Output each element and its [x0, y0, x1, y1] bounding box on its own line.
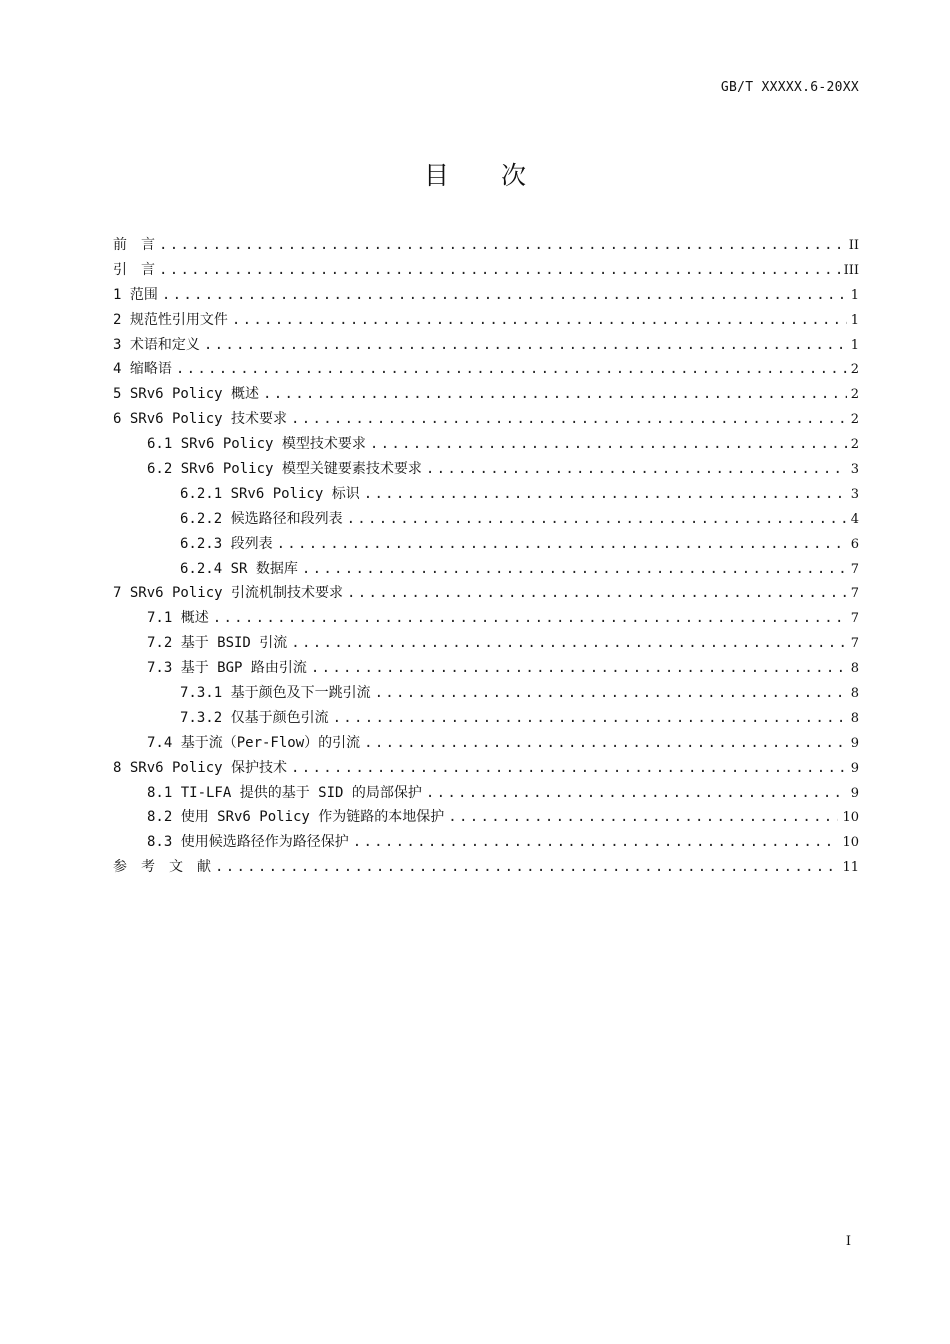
dot-leader: [215, 859, 838, 875]
toc-entry-label: 8.3 使用候选路径作为路径保护: [147, 834, 349, 851]
toc-entry-page: 7: [850, 636, 859, 652]
toc-entry-page: 2: [850, 412, 859, 428]
toc-entry-label: 7.3.1 基于颜色及下一跳引流: [180, 685, 371, 702]
toc-entry[interactable]: [113, 508, 859, 533]
page-number: I: [845, 1234, 851, 1249]
dot-leader: [176, 361, 847, 377]
toc-entry-page: 8: [850, 710, 859, 726]
dot-leader: [353, 834, 839, 850]
toc-entry-page: 7: [850, 586, 859, 602]
toc-entry[interactable]: [113, 632, 859, 657]
toc-entry[interactable]: [113, 234, 859, 259]
dot-leader: [302, 561, 847, 577]
toc-entry-page: 10: [842, 810, 859, 826]
document-number-header: GB/T XXXXX.6-20XX: [720, 80, 859, 95]
toc-entry-label: 1 范围: [113, 286, 158, 303]
toc-entry-label: 7.1 概述: [147, 610, 209, 627]
dot-leader: [263, 386, 847, 402]
toc-entry-page: 9: [850, 735, 859, 751]
dot-leader: [159, 237, 845, 253]
toc-entry[interactable]: [113, 707, 859, 732]
toc-entry-label: 引 言: [113, 261, 155, 278]
toc-entry-label: 6.2.1 SRv6 Policy 标识: [180, 485, 360, 502]
dot-leader: [277, 536, 847, 552]
dot-leader: [370, 436, 847, 452]
toc-entry-page: 11: [842, 860, 859, 876]
toc-entry[interactable]: [113, 732, 859, 757]
toc-entry-label: 6.1 SRv6 Policy 模型技术要求: [147, 436, 366, 453]
toc-entry-label: 7.3.2 仅基于颜色引流: [180, 709, 329, 726]
toc-entry-label: 6.2.2 候选路径和段列表: [180, 510, 343, 527]
dot-leader: [364, 735, 847, 751]
toc-entry-label: 6 SRv6 Policy 技术要求: [113, 411, 288, 428]
toc-entry-page: II: [848, 238, 859, 253]
toc-entry[interactable]: [113, 806, 859, 831]
dot-leader: [291, 635, 846, 651]
toc-entry-label: 参 考 文 献: [113, 859, 211, 876]
toc-entry-label: 6.2.4 SR 数据库: [180, 560, 298, 577]
toc-entry[interactable]: [113, 558, 859, 583]
toc-entry-label: 8.1 TI-LFA 提供的基于 SID 的局部保护: [147, 784, 422, 801]
toc-entry[interactable]: [113, 383, 859, 408]
toc-entry-page: 2: [850, 362, 859, 378]
toc-entry[interactable]: [113, 358, 859, 383]
toc-entry-page: 9: [850, 785, 859, 801]
toc-entry-page: 8: [850, 661, 859, 677]
dot-leader: [162, 287, 847, 303]
toc-entry[interactable]: [113, 408, 859, 433]
dot-leader: [333, 710, 847, 726]
toc-entry-label: 5 SRv6 Policy 概述: [113, 386, 260, 403]
toc-entry-page: 1: [850, 287, 859, 303]
dot-leader: [291, 760, 847, 776]
toc-entry[interactable]: [113, 334, 859, 359]
toc-entry[interactable]: [113, 757, 859, 782]
dot-leader: [448, 809, 838, 825]
dot-leader: [213, 610, 847, 626]
toc-entry[interactable]: [113, 533, 859, 558]
toc-entry-page: 1: [850, 312, 859, 328]
toc-entry-page: III: [843, 262, 859, 278]
toc-entry-page: 4: [850, 511, 859, 527]
toc-entry-page: 7: [850, 611, 859, 627]
toc-entry[interactable]: [113, 582, 859, 607]
toc-entry-page: 1: [850, 337, 859, 353]
toc-entry[interactable]: [113, 607, 859, 632]
toc-entry-label: 2 规范性引用文件: [113, 311, 228, 328]
toc-entry-page: 2: [850, 387, 859, 403]
toc-entry[interactable]: [113, 657, 859, 682]
dot-leader: [347, 585, 847, 601]
toc-entry[interactable]: [113, 259, 859, 284]
dot-leader: [347, 511, 847, 527]
dot-leader: [426, 785, 847, 801]
toc-entry-page: 10: [842, 835, 859, 851]
dot-leader: [291, 411, 847, 427]
dot-leader: [159, 262, 840, 278]
toc-entry[interactable]: [113, 309, 859, 334]
dot-leader: [364, 486, 847, 502]
dot-leader: [426, 461, 847, 477]
toc-entry[interactable]: [113, 483, 859, 508]
page-title: 目 次: [424, 161, 548, 190]
toc-entry[interactable]: [113, 856, 859, 881]
toc-entry-label: 前 言: [113, 237, 155, 253]
toc-entry-label: 7.2 基于 BSID 引流: [147, 635, 288, 652]
toc-entry[interactable]: [113, 433, 859, 458]
toc-entry-page: 2: [850, 437, 859, 453]
toc-entry-page: 8: [850, 686, 859, 702]
toc-entry-page: 7: [850, 561, 859, 577]
toc-entry-page: 3: [850, 462, 859, 478]
dot-leader: [311, 660, 847, 676]
toc-entry[interactable]: [113, 458, 859, 483]
toc-entry-label: 7 SRv6 Policy 引流机制技术要求: [113, 585, 344, 602]
toc-entry-page: 3: [850, 486, 859, 502]
dot-leader: [375, 685, 847, 701]
toc-entry-page: 6: [850, 536, 859, 552]
dot-leader: [204, 337, 847, 353]
toc-entry-page: 9: [850, 760, 859, 776]
toc-entry[interactable]: [113, 682, 859, 707]
toc-entry-label: 6.2.3 段列表: [180, 535, 273, 552]
toc-entry[interactable]: [113, 284, 859, 309]
table-of-contents: [113, 234, 859, 881]
toc-entry-label: 7.4 基于流（Per-Flow）的引流: [147, 734, 361, 751]
toc-entry[interactable]: [113, 782, 859, 807]
dot-leader: [232, 312, 847, 328]
toc-entry-label: 7.3 基于 BGP 路由引流: [147, 660, 307, 677]
toc-entry-label: 8 SRv6 Policy 保护技术: [113, 759, 288, 776]
toc-entry[interactable]: [113, 831, 859, 856]
toc-entry-label: 3 术语和定义: [113, 336, 200, 353]
toc-entry-label: 8.2 使用 SRv6 Policy 作为链路的本地保护: [147, 809, 445, 826]
toc-entry-label: 4 缩略语: [113, 361, 172, 378]
toc-entry-label: 6.2 SRv6 Policy 模型关键要素技术要求: [147, 461, 422, 478]
